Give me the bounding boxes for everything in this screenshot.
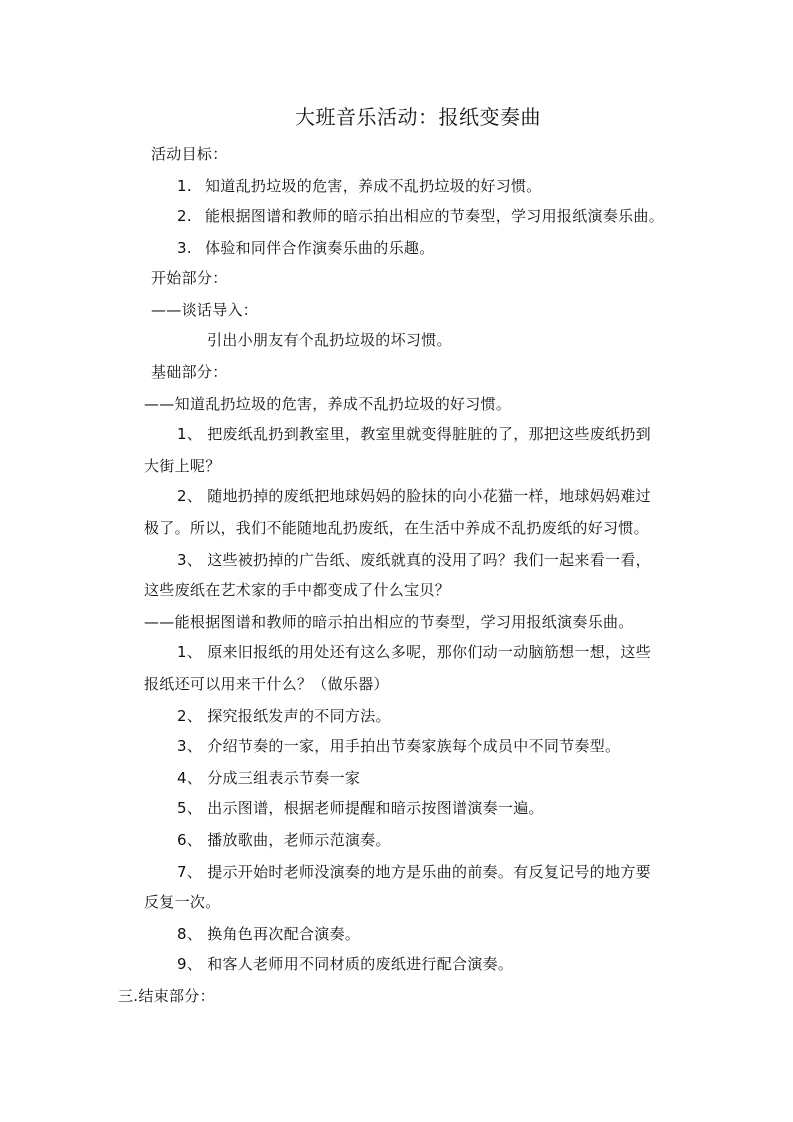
end-heading: 三.结束部分： [118,987,215,1005]
section1-heading: ——知道乱扔垃圾的危害，养成不乱扔垃圾的好习惯。 [144,395,512,413]
list-item: 3、 介绍节奏的一家，用手拍出节奏家族每个成员中不同节奏型。 [177,737,621,755]
paragraph-line: 7、 提示开始时老师没演奏的地方是乐曲的前奏。有反复记号的地方要 [177,863,651,881]
goal-number: 3. [177,239,192,257]
intro-heading: ——谈话导入： [151,301,259,319]
start-heading: 开始部分： [151,269,228,287]
goal-item [177,206,664,226]
goals-heading: 活动目标： [151,145,228,163]
paragraph-line: 大街上呢？ [144,457,221,475]
goal-text: 知道乱扔垃圾的危害，养成不乱扔垃圾的好习惯。 [205,177,542,195]
intro-text: 引出小朋友有个乱扔垃圾的坏习惯。 [207,331,452,349]
paragraph-line: 报纸还可以用来干什么？（做乐器） [144,675,389,693]
paragraph-line: 2、 随地扔掉的废纸把地球妈妈的脸抹的向小花猫一样，地球妈妈难过 [177,487,651,505]
paragraph-line: 1、 把废纸乱扔到教室里，教室里就变得脏脏的了，那把这些废纸扔到 [177,425,651,443]
paragraph-line: 1、 原来旧报纸的用处还有这么多呢，那你们动一动脑筋想一想，这些 [177,643,651,661]
list-item: 2、 探究报纸发声的不同方法。 [177,707,391,725]
goal-text: 体验和同伴合作演奏乐曲的乐趣。 [205,239,435,257]
goal-item [177,176,542,196]
paragraph-line: 3、 这些被扔掉的广告纸、废纸就真的没用了吗？我们一起来看一看， [177,551,651,569]
paragraph-line: 极了。所以，我们不能随地乱扔废纸，在生活中养成不乱扔废纸的好习惯。 [144,519,649,537]
list-item: 8、 换角色再次配合演奏。 [177,925,361,943]
paragraph-line: 这些废纸在艺术家的手中都变成了什么宝贝？ [144,581,451,599]
page-title: 大班音乐活动：报纸变奏曲 [295,105,541,129]
list-item: 5、 出示图谱，根据老师提醒和暗示按图谱演奏一遍。 [177,799,544,817]
goal-number: 2. [177,207,192,225]
list-item: 4、 分成三组表示节奏一家 [177,769,361,787]
list-item: 9、 和客人老师用不同材质的废纸进行配合演奏。 [177,955,514,973]
list-item: 6、 播放歌曲，老师示范演奏。 [177,831,391,849]
goal-item [177,238,435,258]
section2-heading: ——能根据图谱和教师的暗示拍出相应的节奏型，学习用报纸演奏乐曲。 [144,613,634,631]
paragraph-line: 反复一次。 [144,893,221,911]
goal-text: 能根据图谱和教师的暗示拍出相应的节奏型，学习用报纸演奏乐曲。 [205,207,665,225]
goal-number: 1. [177,177,192,195]
basic-heading: 基础部分： [151,363,228,381]
